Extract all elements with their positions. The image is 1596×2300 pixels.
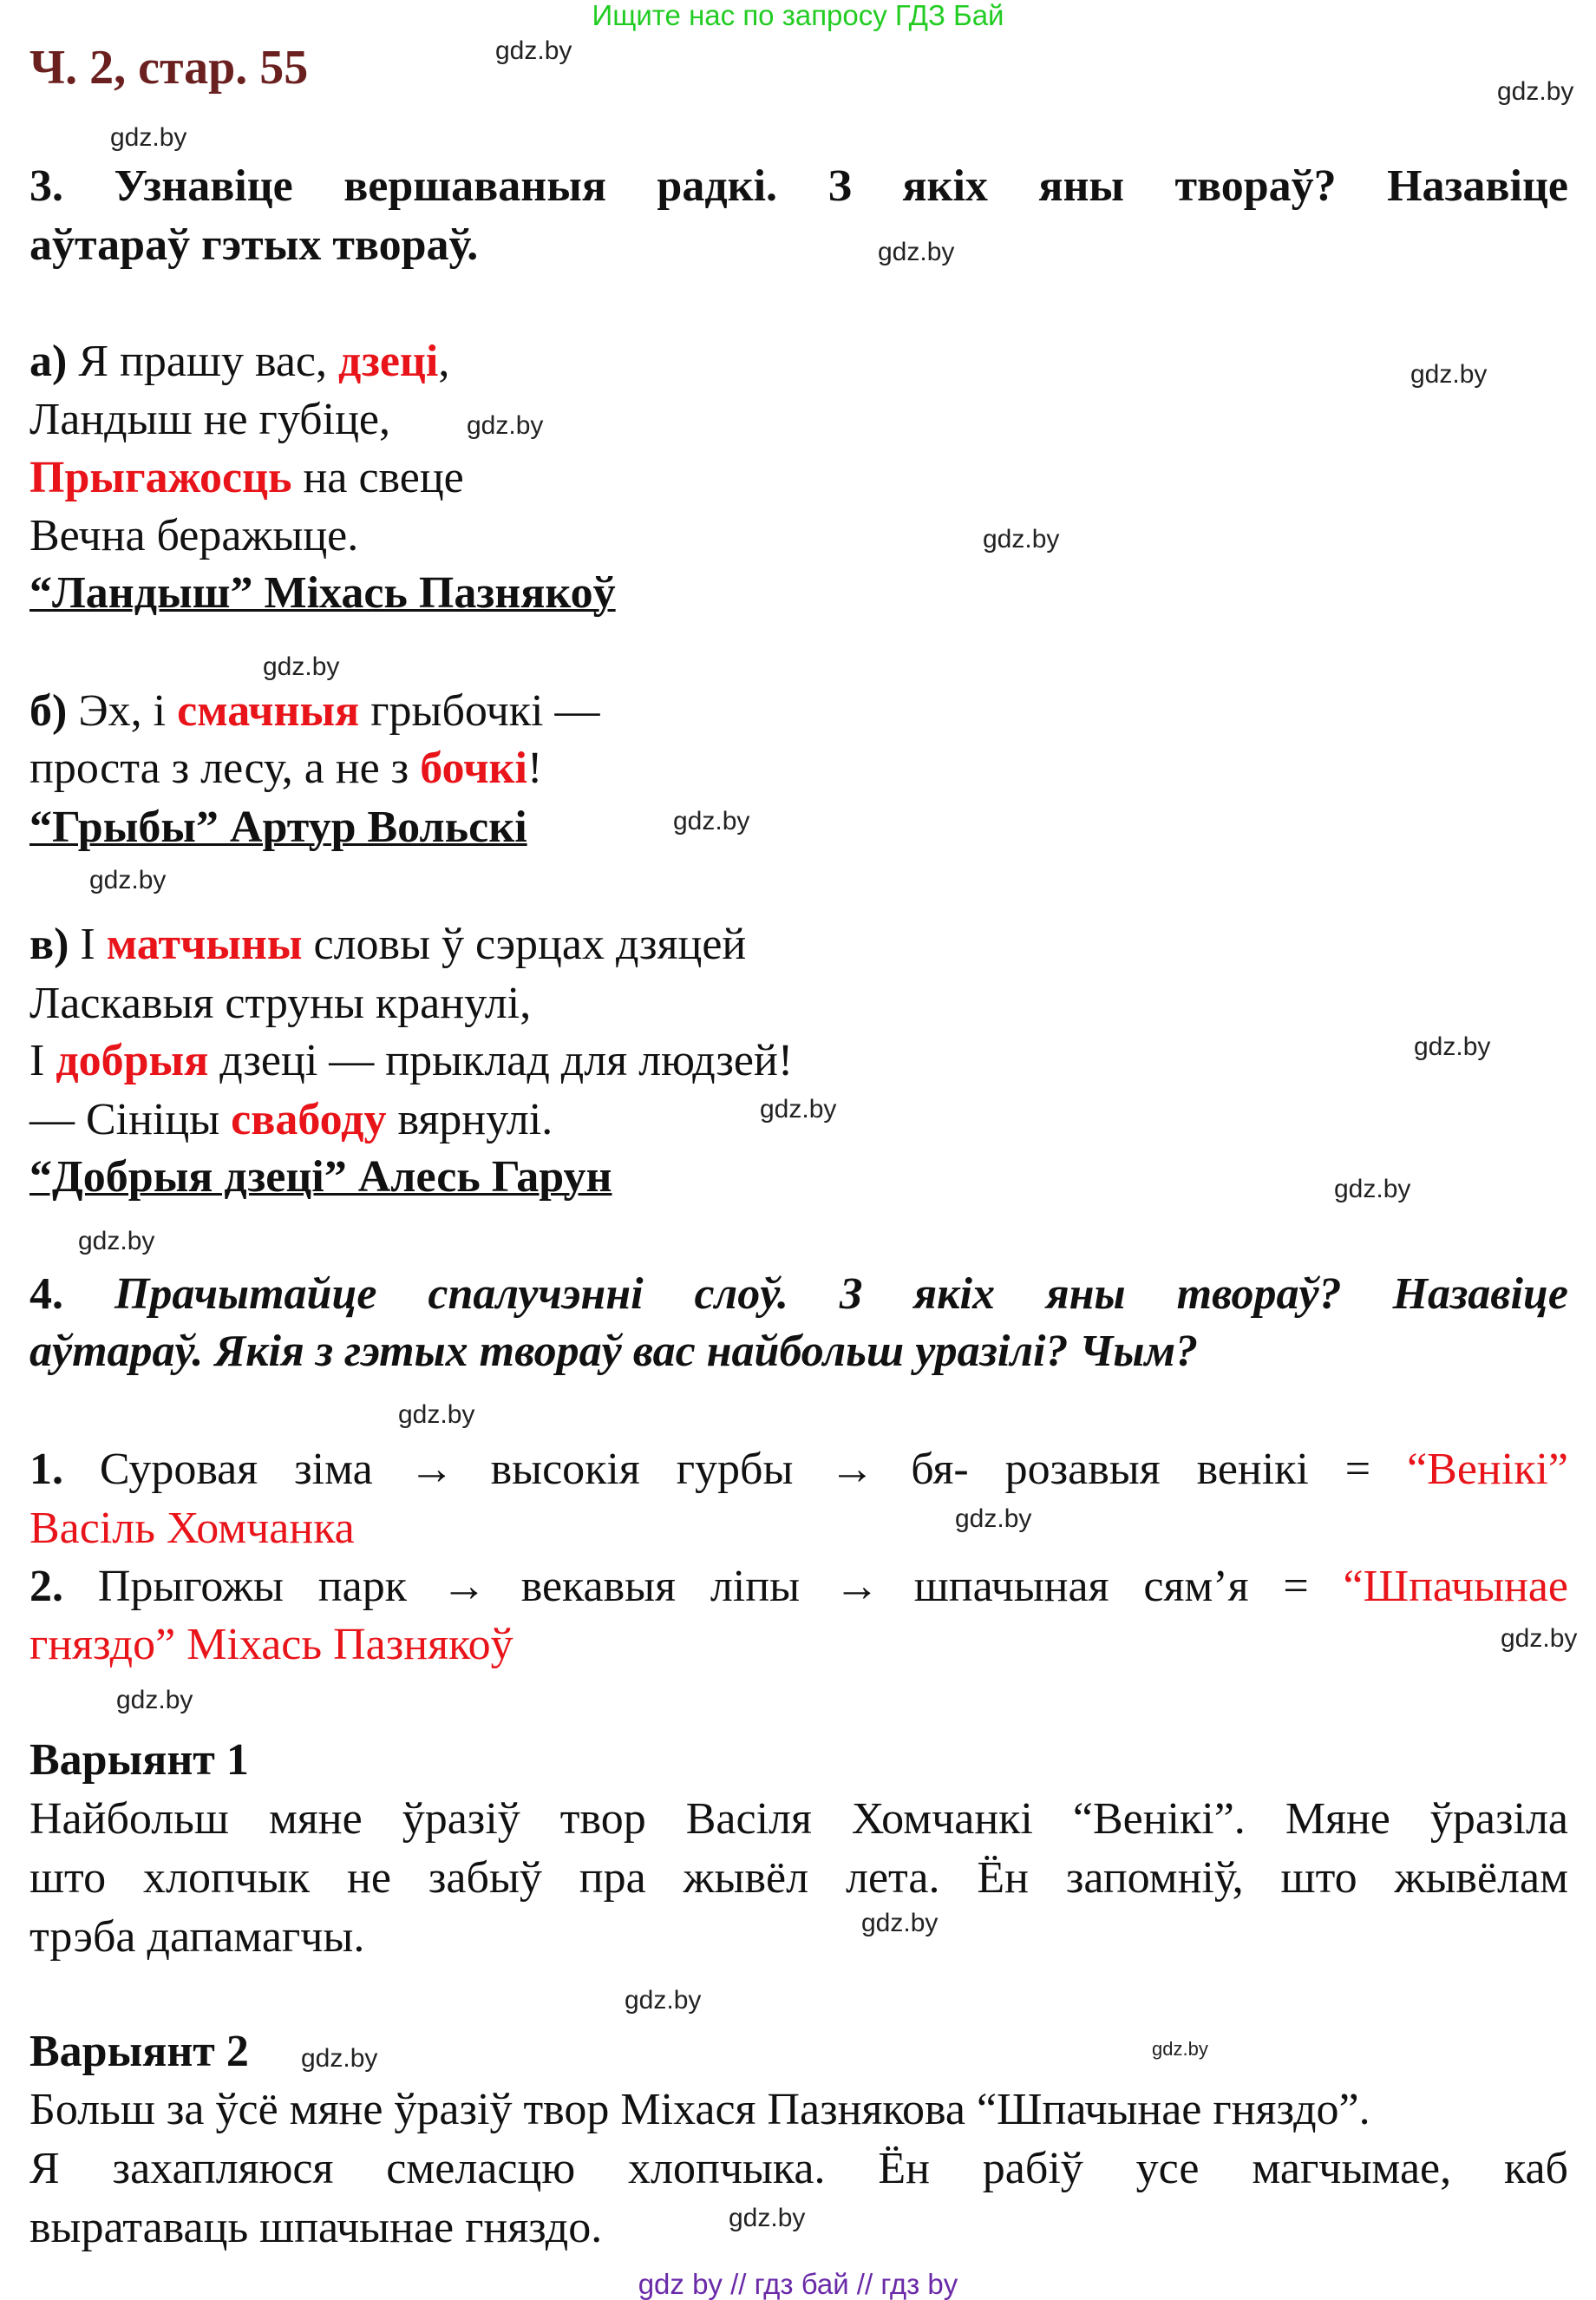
text: Прачытайце спалучэнні слоў. З якіх яны твораў? Назавіце xyxy=(63,1269,1568,1319)
label: а) xyxy=(29,337,68,386)
page-title: Ч. 2, стар. 55 xyxy=(29,41,309,95)
text: Я прашу вас, xyxy=(67,337,338,386)
text: проста з лесу, а не з xyxy=(29,744,421,793)
footer-links[interactable]: gdz by // гдз бай // гдз by xyxy=(638,2268,958,2300)
poem-b-line1 xyxy=(29,682,599,740)
source: “Ландыш” Міхась Пазнякоў xyxy=(29,568,616,618)
item1-line1 xyxy=(29,1440,1568,1498)
variant2-title: Варыянт 2 xyxy=(29,2027,249,2076)
answer: “Венікі” xyxy=(1407,1445,1568,1494)
watermark: gdz.by xyxy=(78,1227,155,1255)
watermark: gdz.by xyxy=(878,238,955,266)
watermark: gdz.by xyxy=(955,1504,1032,1533)
text: ! xyxy=(527,744,543,793)
variant1-line3: трэба дапамагчы. xyxy=(29,1912,365,1962)
variant2-line3: выратаваць шпачынае гняздо. xyxy=(29,2203,603,2252)
variant2-line2: Я захапляюся смеласцю хлопчыка. Ён рабіў усе магчымае, каб xyxy=(29,2144,1568,2193)
text: грыбочкі — xyxy=(359,686,600,736)
highlight: свабоду xyxy=(231,1095,387,1144)
watermark: gdz.by xyxy=(760,1095,837,1124)
task3-heading-line2: аўтараў гэтых твораў. xyxy=(29,220,479,270)
watermark: gdz.by xyxy=(301,2044,378,2073)
variant2-line1: Больш за ўсё мяне ўразіў твор Міхася Пазнякова “Шпачынае гняздо”. xyxy=(29,2085,1370,2134)
highlight: матчыны xyxy=(106,920,303,969)
highlight: бочкі xyxy=(420,744,527,793)
watermark: gdz.by xyxy=(1334,1175,1411,1203)
watermark: gdz.by xyxy=(1410,360,1488,389)
text: — Сініцы xyxy=(29,1095,232,1144)
text: дзеці — прыклад для людзей! xyxy=(208,1036,794,1085)
label: в) xyxy=(29,920,69,969)
watermark: gdz.by xyxy=(983,525,1060,554)
top-banner[interactable]: Ищите нас по запросу ГДЗ Бай xyxy=(592,0,1004,31)
watermark: gdz.by xyxy=(110,123,187,152)
watermark: gdz.by xyxy=(263,652,340,681)
watermark: gdz.by xyxy=(729,2204,806,2232)
poem-v-line1 xyxy=(29,915,746,973)
task3-heading-line1: 3. Узнавіце вершаваныя радкі. З якіх яны твораў? Назавіце xyxy=(29,161,1568,211)
poem-v-line2: Ласкавыя струны кранулі, xyxy=(29,979,532,1028)
item-number: 1. xyxy=(29,1445,63,1494)
text: на свеце xyxy=(291,453,464,502)
poem-b-line2 xyxy=(29,739,542,797)
variant1-title: Варыянт 1 xyxy=(29,1735,249,1785)
highlight: дзеці xyxy=(338,337,439,386)
watermark: gdz.by xyxy=(116,1686,193,1714)
watermark: gdz.by xyxy=(467,411,544,440)
item-number: 2. xyxy=(29,1562,63,1611)
answer: “Шпачынае xyxy=(1343,1562,1568,1611)
text: І xyxy=(29,1036,56,1085)
source: “Грыбы” Артур Вольскі xyxy=(29,803,527,852)
text: словы ў сэрцах дзяцей xyxy=(302,920,747,969)
poem-v-source xyxy=(29,1148,612,1206)
poem-a-line3 xyxy=(29,449,464,507)
text: вярнулі. xyxy=(386,1095,553,1144)
watermark: gdz.by xyxy=(1152,2038,1208,2060)
text: І xyxy=(69,920,107,969)
variant1-line2: што хлопчык не забыў пра жывёл лета. Ён запомніў, што жывёлам xyxy=(29,1853,1568,1903)
item2-line2: гняздо” Міхась Пазнякоў xyxy=(29,1620,513,1669)
watermark: gdz.by xyxy=(1497,77,1574,106)
poem-a-line2: Ландыш не губіце, xyxy=(29,395,390,444)
watermark: gdz.by xyxy=(1414,1032,1491,1061)
variant1-line1: Найбольш мяне ўразіў твор Васіля Хомчанкі “Венікі”. Мяне ўразіла xyxy=(29,1794,1568,1844)
source: “Добрыя дзеці” Алесь Гарун xyxy=(29,1152,612,1202)
task4-heading-line1 xyxy=(29,1265,1568,1323)
watermark: gdz.by xyxy=(89,866,167,894)
text: Суровая зіма → высокія гурбы → бя- розавыя венікі = xyxy=(63,1445,1408,1494)
watermark: gdz.by xyxy=(398,1400,475,1429)
task-number: 4. xyxy=(29,1269,63,1319)
highlight: Прыгажосць xyxy=(29,453,292,502)
poem-v-line4 xyxy=(29,1091,553,1149)
item1-line2: Васіль Хомчанка xyxy=(29,1504,355,1553)
watermark: gdz.by xyxy=(673,807,750,835)
watermark: gdz.by xyxy=(861,1909,939,1937)
text: Прыгожы парк → векавыя ліпы → шпачыная сям’я = xyxy=(63,1562,1344,1611)
poem-a-line1 xyxy=(29,332,449,390)
watermark: gdz.by xyxy=(1501,1624,1578,1653)
highlight: смачныя xyxy=(177,686,360,736)
task4-heading-line2: аўтараў. Якія з гэтых твораў вас найбольш уразілі? Чым? xyxy=(29,1327,1199,1376)
poem-v-line3 xyxy=(29,1032,793,1090)
poem-a-line4: Вечна беражыце. xyxy=(29,511,359,560)
watermark: gdz.by xyxy=(495,36,572,65)
text: , xyxy=(438,337,450,386)
item2-line1 xyxy=(29,1557,1568,1615)
poem-b-source xyxy=(29,798,527,856)
label: б) xyxy=(29,686,68,736)
watermark: gdz.by xyxy=(625,1986,702,2015)
highlight: добрыя xyxy=(56,1036,209,1085)
text: Эх, і xyxy=(67,686,178,736)
poem-a-source xyxy=(29,564,616,622)
